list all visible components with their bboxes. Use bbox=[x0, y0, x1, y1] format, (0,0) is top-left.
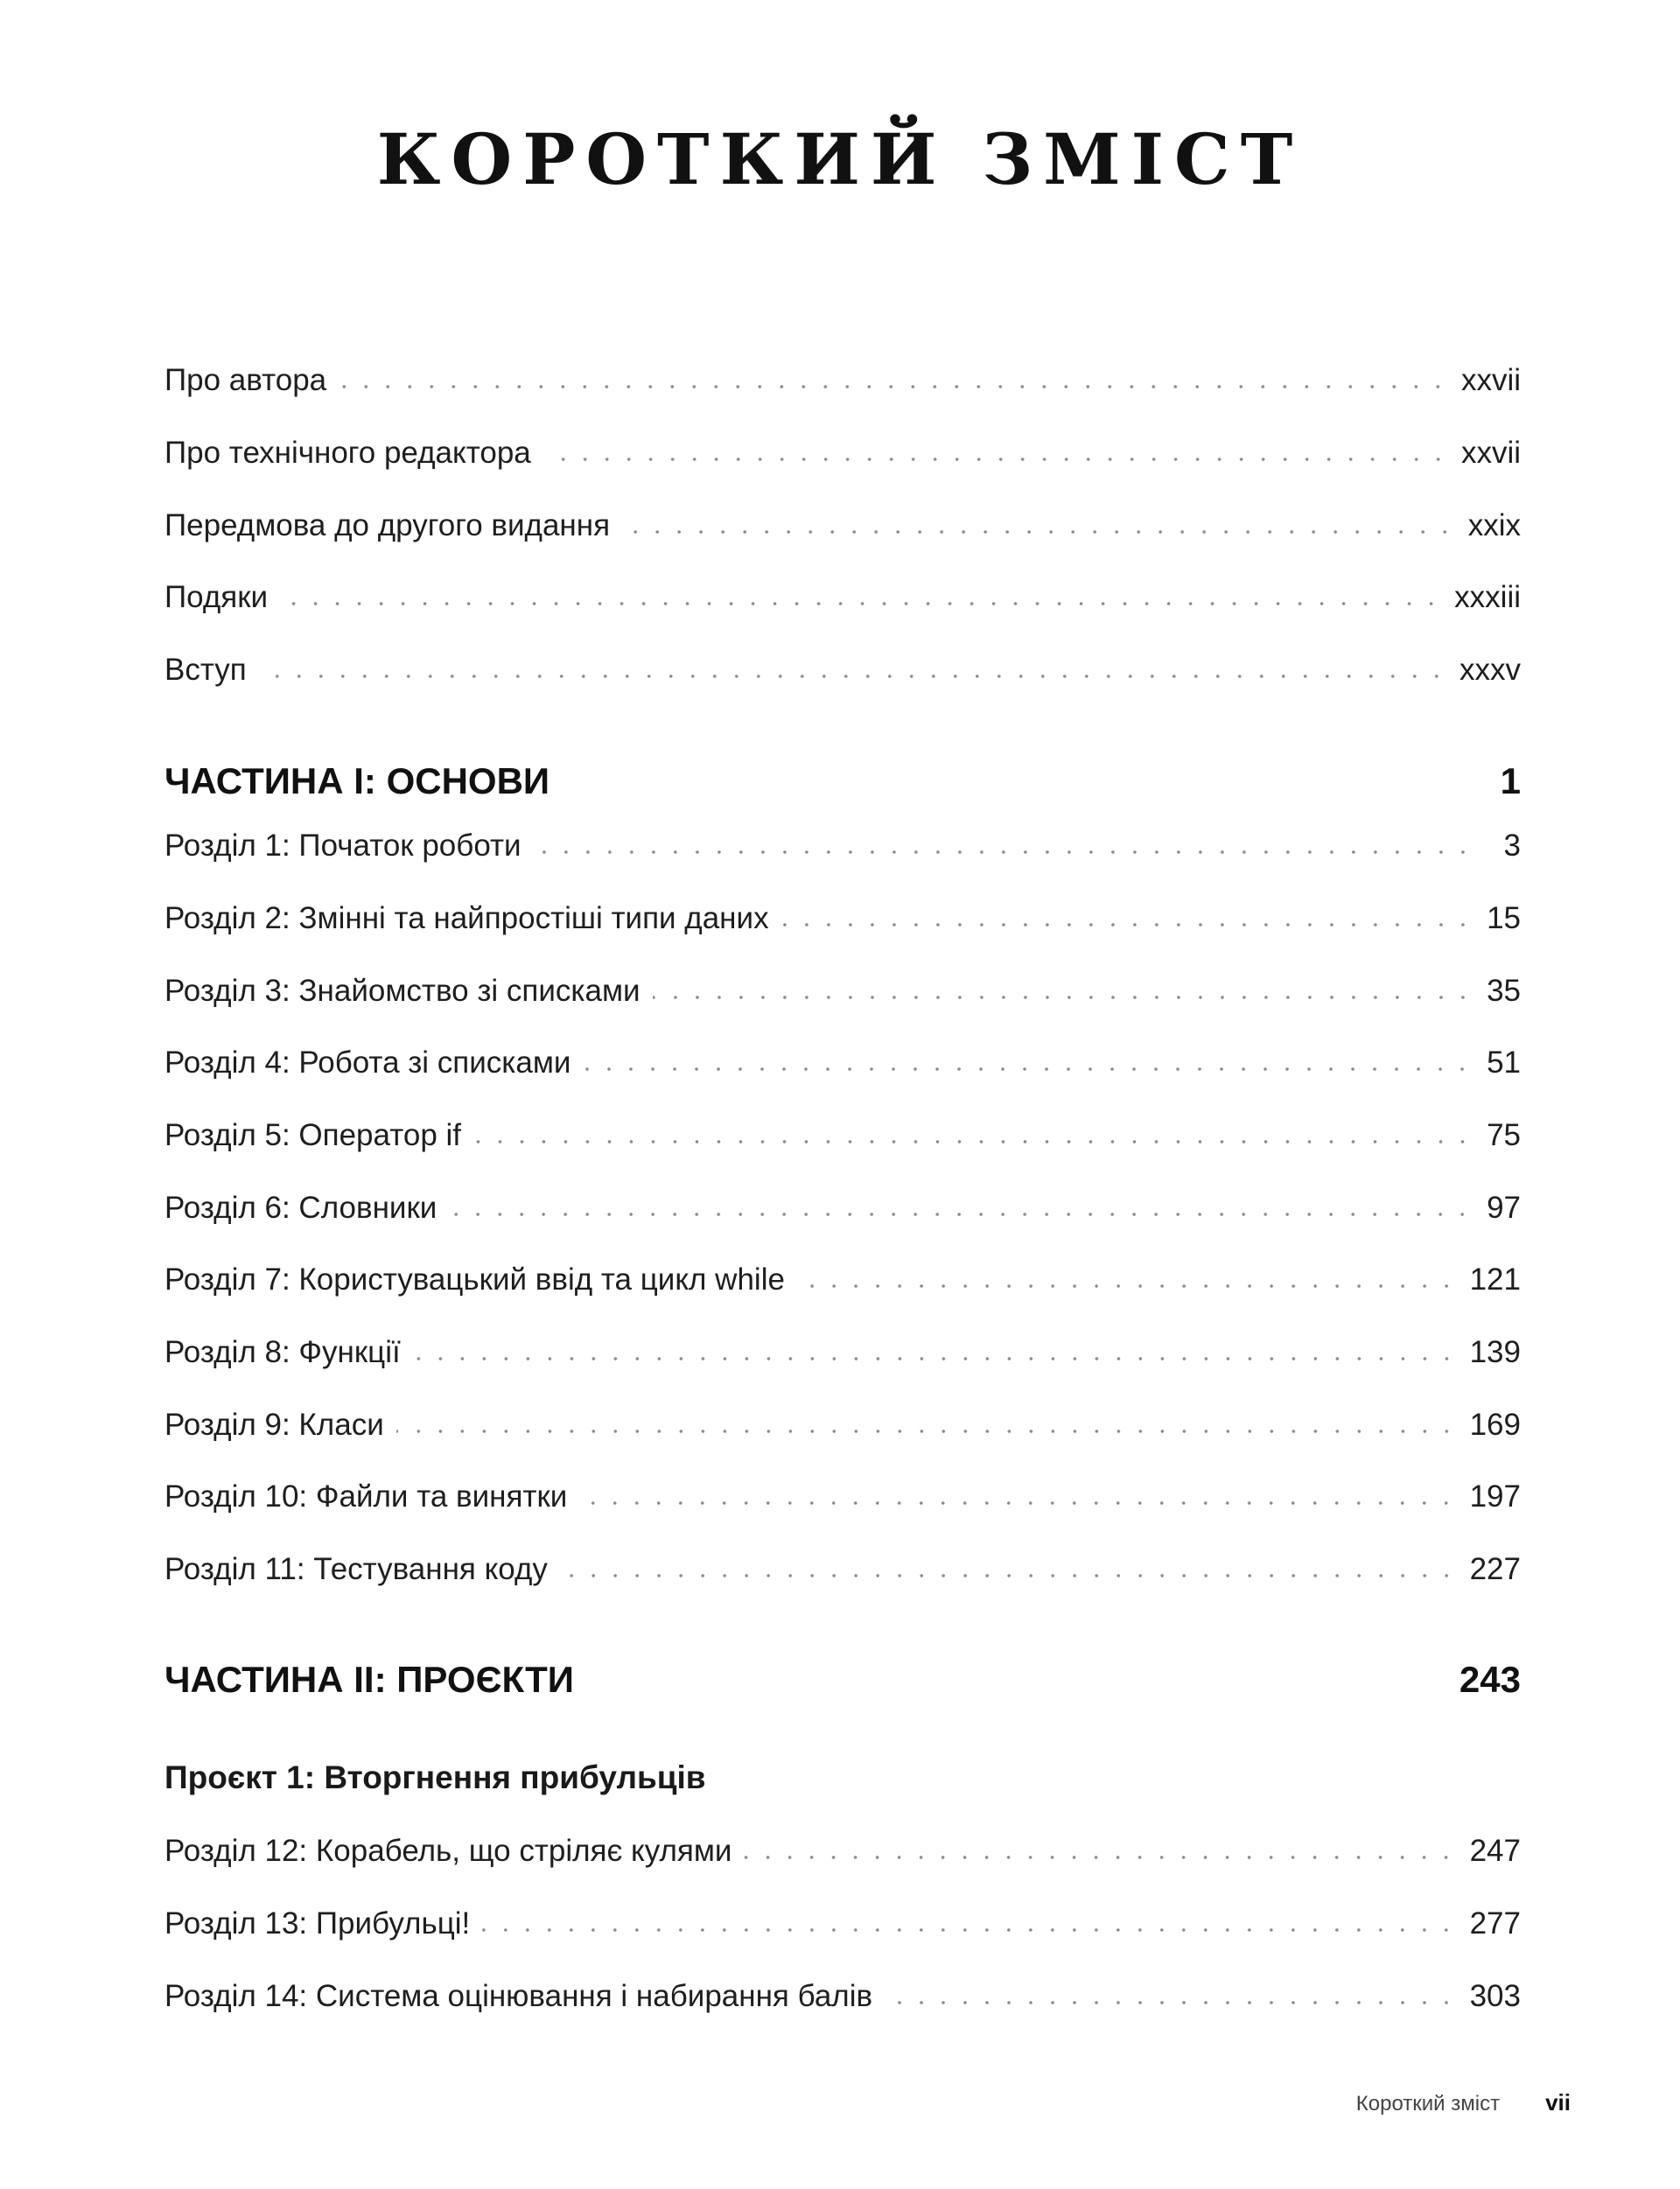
dot-leader bbox=[579, 1501, 1457, 1505]
toc-entry-page: 227 bbox=[1469, 1552, 1521, 1586]
part-heading-page: 243 bbox=[1459, 1659, 1521, 1700]
toc-entry-page: 97 bbox=[1487, 1191, 1521, 1225]
part-heading-projects[interactable] bbox=[164, 1655, 1521, 1704]
toc-entry-chapter-2[interactable] bbox=[164, 897, 1521, 941]
toc-entry-chapter-13[interactable] bbox=[164, 1902, 1521, 1946]
toc-entry-chapter-10[interactable] bbox=[164, 1475, 1521, 1519]
toc-entry-label: Розділ 13: Прибульці! bbox=[164, 1906, 471, 1941]
project-heading[interactable]: Проєкт 1: Вторгнення прибульців bbox=[164, 1759, 706, 1795]
dot-leader bbox=[560, 1574, 1458, 1577]
part-heading-label: ЧАСТИНА I: ОСНОВИ bbox=[164, 760, 550, 801]
toc-entry-label: Розділ 3: Знайомство зі списками bbox=[164, 974, 640, 1008]
toc-entry-about-tech-editor[interactable] bbox=[164, 431, 1521, 475]
toc-entry-page: xxvii bbox=[1460, 436, 1521, 470]
toc-entry-chapter-8[interactable] bbox=[164, 1331, 1521, 1374]
toc-entry-chapter-5[interactable] bbox=[164, 1114, 1521, 1157]
dot-leader bbox=[622, 530, 1456, 534]
toc-entry-page: 197 bbox=[1469, 1479, 1521, 1514]
dot-leader bbox=[449, 1213, 1474, 1216]
toc-entry-page: 277 bbox=[1469, 1906, 1521, 1941]
toc-entry-label: Розділ 5: Оператор if bbox=[164, 1118, 462, 1152]
toc-entry-chapter-9[interactable] bbox=[164, 1403, 1521, 1447]
toc-entry-chapter-11[interactable] bbox=[164, 1548, 1521, 1591]
toc-entry-page: 51 bbox=[1487, 1046, 1521, 1080]
toc-entry-chapter-12[interactable] bbox=[164, 1829, 1521, 1873]
toc-entry-label: Розділ 10: Файли та винятки bbox=[164, 1479, 568, 1514]
dot-leader bbox=[413, 1357, 1458, 1360]
toc-entry-label: Розділ 12: Корабель, що стріляє кулями bbox=[164, 1834, 732, 1868]
page-footer bbox=[1225, 2089, 1571, 2116]
toc-entry-page: xxxiii bbox=[1454, 580, 1521, 614]
dot-leader bbox=[583, 1067, 1474, 1071]
toc-entry-page: xxvii bbox=[1460, 363, 1521, 397]
dot-leader bbox=[543, 458, 1449, 461]
dot-leader bbox=[259, 675, 1447, 678]
toc-entry-page: 139 bbox=[1469, 1335, 1521, 1369]
toc-entry-page: 169 bbox=[1469, 1408, 1521, 1442]
toc-entry-preface[interactable] bbox=[164, 504, 1521, 548]
dot-leader bbox=[885, 2001, 1458, 2004]
toc-entry-label: Передмова до другого видання bbox=[164, 508, 611, 542]
toc-entry-label: Про технічного редактора bbox=[164, 436, 531, 470]
dot-leader bbox=[396, 1430, 1458, 1433]
part-heading-label: ЧАСТИНА II: ПРОЄКТИ bbox=[164, 1659, 574, 1700]
toc-entry-introduction[interactable] bbox=[164, 648, 1521, 692]
dot-leader bbox=[339, 385, 1449, 388]
toc-entry-chapter-7[interactable] bbox=[164, 1258, 1521, 1302]
toc-entry-chapter-1[interactable] bbox=[164, 824, 1521, 868]
toc-entry-about-author[interactable] bbox=[164, 359, 1521, 402]
toc-entry-page: 15 bbox=[1487, 901, 1521, 935]
toc-entry-label: Подяки bbox=[164, 580, 269, 614]
toc-entry-page: 121 bbox=[1469, 1262, 1521, 1297]
toc-entry-chapter-3[interactable] bbox=[164, 969, 1521, 1013]
dot-leader bbox=[653, 996, 1474, 999]
toc-entry-page: 247 bbox=[1469, 1834, 1521, 1868]
toc-entry-label: Розділ 14: Система оцінювання і набирання балів bbox=[164, 1979, 873, 2013]
toc-entry-label: Розділ 1: Початок роботи bbox=[164, 829, 522, 863]
toc-entry-acknowledgments[interactable] bbox=[164, 576, 1521, 619]
page-title: КОРОТКИЙ ЗМІСТ bbox=[376, 118, 1304, 200]
toc-entry-page: xxxv bbox=[1460, 653, 1521, 687]
toc-entry-page: 3 bbox=[1503, 829, 1521, 863]
toc-entry-page: 35 bbox=[1487, 974, 1521, 1008]
toc-entry-label: Розділ 2: Змінні та найпростіші типи даних bbox=[164, 901, 769, 935]
toc-entry-label: Розділ 6: Словники bbox=[164, 1191, 438, 1225]
dot-leader bbox=[473, 1140, 1474, 1143]
page-number: vii bbox=[1545, 2089, 1571, 2116]
toc-entry-label: Вступ bbox=[164, 653, 247, 687]
toc-entry-label: Розділ 4: Робота зі списками bbox=[164, 1046, 571, 1080]
dot-leader bbox=[534, 850, 1474, 854]
part-heading-page: 1 bbox=[1500, 760, 1521, 801]
dot-leader bbox=[280, 602, 1442, 605]
dot-leader bbox=[781, 923, 1474, 927]
dot-leader bbox=[482, 1928, 1457, 1932]
dot-leader bbox=[744, 1856, 1457, 1859]
toc-entry-page: 303 bbox=[1469, 1979, 1521, 2013]
toc-entry-label: Розділ 7: Користувацький ввід та цикл while bbox=[164, 1262, 785, 1297]
toc-entry-label: Розділ 9: Класи bbox=[164, 1408, 384, 1442]
toc-entry-page: 75 bbox=[1487, 1118, 1521, 1152]
toc-entry-chapter-6[interactable] bbox=[164, 1186, 1521, 1230]
running-title: Короткий зміст bbox=[1355, 2092, 1501, 2116]
toc-entry-chapter-14[interactable] bbox=[164, 1975, 1521, 2018]
toc-entry-chapter-4[interactable] bbox=[164, 1041, 1521, 1085]
dot-leader bbox=[797, 1284, 1458, 1288]
toc-entry-page: xxix bbox=[1467, 508, 1521, 542]
toc-entry-label: Розділ 11: Тестування коду bbox=[164, 1552, 548, 1586]
part-heading-basics[interactable] bbox=[164, 757, 1521, 806]
toc-entry-label: Розділ 8: Функції bbox=[164, 1335, 401, 1369]
toc-entry-label: Про автора bbox=[164, 363, 327, 397]
